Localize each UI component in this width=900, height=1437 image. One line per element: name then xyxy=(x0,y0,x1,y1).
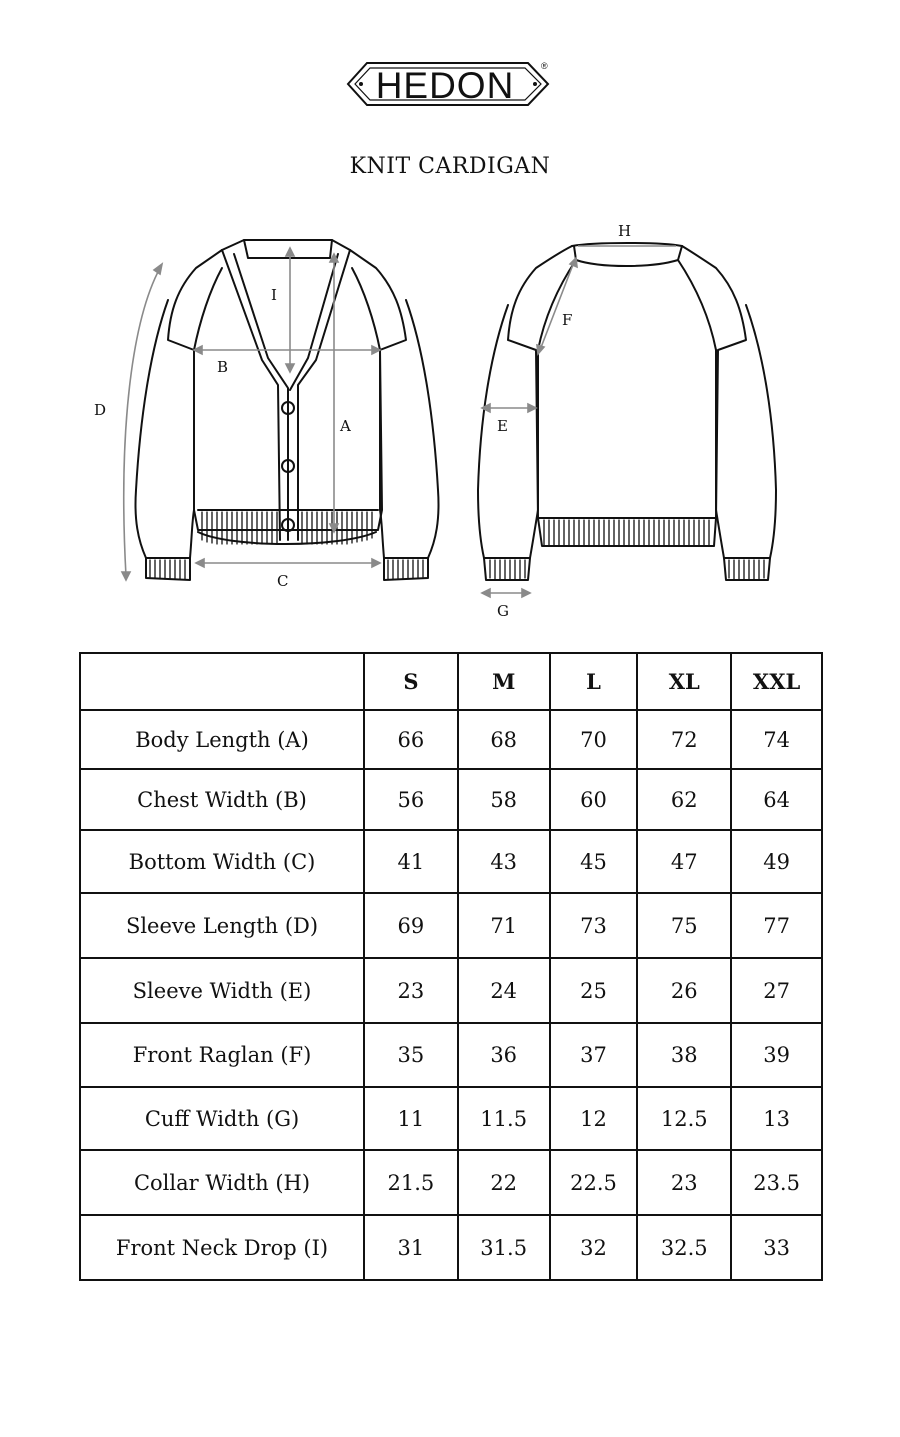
cell-value: 43 xyxy=(458,830,550,893)
row-label: Chest Width (B) xyxy=(80,769,364,830)
header-blank xyxy=(80,653,364,710)
cell-value: 26 xyxy=(637,958,731,1023)
label-b: B xyxy=(217,358,229,376)
row-label: Front Raglan (F) xyxy=(80,1023,364,1087)
registered-mark: ® xyxy=(541,61,548,71)
table-row xyxy=(80,958,822,1023)
row-label: Bottom Width (C) xyxy=(80,830,364,893)
table-row xyxy=(80,1150,822,1215)
cell-value: 72 xyxy=(637,710,731,769)
cell-value: 77 xyxy=(731,893,822,958)
cell-value: 22 xyxy=(458,1150,550,1215)
label-i: I xyxy=(271,286,277,304)
table-row xyxy=(80,1023,822,1087)
cell-value: 58 xyxy=(458,769,550,830)
table-row xyxy=(80,1215,822,1280)
cell-value: 62 xyxy=(637,769,731,830)
row-label: Cuff Width (G) xyxy=(80,1087,364,1150)
cell-value: 69 xyxy=(364,893,458,958)
cell-value: 11.5 xyxy=(458,1087,550,1150)
cell-value: 13 xyxy=(731,1087,822,1150)
cell-value: 32 xyxy=(550,1215,638,1280)
cell-value: 60 xyxy=(550,769,638,830)
cell-value: 74 xyxy=(731,710,822,769)
cell-value: 41 xyxy=(364,830,458,893)
table-row xyxy=(80,830,822,893)
cell-value: 36 xyxy=(458,1023,550,1087)
cell-value: 39 xyxy=(731,1023,822,1087)
cell-value: 73 xyxy=(550,893,638,958)
row-label: Front Neck Drop (I) xyxy=(80,1215,364,1280)
table-row xyxy=(80,1087,822,1150)
cell-value: 12 xyxy=(550,1087,638,1150)
header-size-l: L xyxy=(550,653,638,710)
label-d: D xyxy=(94,401,107,419)
cell-value: 25 xyxy=(550,958,638,1023)
table-row xyxy=(80,893,822,958)
cell-value: 32.5 xyxy=(637,1215,731,1280)
cell-value: 21.5 xyxy=(364,1150,458,1215)
brand-logo xyxy=(345,58,555,114)
label-h: H xyxy=(618,222,632,240)
cell-value: 27 xyxy=(731,958,822,1023)
cell-value: 11 xyxy=(364,1087,458,1150)
cell-value: 75 xyxy=(637,893,731,958)
table-row xyxy=(80,769,822,830)
cell-value: 22.5 xyxy=(550,1150,638,1215)
header-size-xxl: XXL xyxy=(731,653,822,710)
cell-value: 49 xyxy=(731,830,822,893)
label-g: G xyxy=(497,602,509,620)
cell-value: 12.5 xyxy=(637,1087,731,1150)
cell-value: 47 xyxy=(637,830,731,893)
cell-value: 68 xyxy=(458,710,550,769)
product-title: KNIT CARDIGAN xyxy=(349,154,551,179)
cell-value: 38 xyxy=(637,1023,731,1087)
cell-value: 71 xyxy=(458,893,550,958)
label-c: C xyxy=(277,572,289,590)
label-f: F xyxy=(562,311,573,329)
row-label: Sleeve Length (D) xyxy=(80,893,364,958)
cell-value: 45 xyxy=(550,830,638,893)
cell-value: 23 xyxy=(364,958,458,1023)
row-label: Collar Width (H) xyxy=(80,1150,364,1215)
cell-value: 24 xyxy=(458,958,550,1023)
size-chart-table xyxy=(79,652,823,1281)
table-header-row xyxy=(80,653,822,710)
cell-value: 23 xyxy=(637,1150,731,1215)
cell-value: 70 xyxy=(550,710,638,769)
row-label: Sleeve Width (E) xyxy=(80,958,364,1023)
cell-value: 31.5 xyxy=(458,1215,550,1280)
label-e: E xyxy=(497,417,508,435)
front-view-drawing xyxy=(135,240,438,580)
cell-value: 23.5 xyxy=(731,1150,822,1215)
cell-value: 56 xyxy=(364,769,458,830)
label-a: A xyxy=(340,417,351,435)
row-label: Body Length (A) xyxy=(80,710,364,769)
cell-value: 64 xyxy=(731,769,822,830)
back-view-drawing xyxy=(478,243,776,580)
cell-value: 31 xyxy=(364,1215,458,1280)
table-row xyxy=(80,710,822,769)
header-size-s: S xyxy=(364,653,458,710)
cell-value: 35 xyxy=(364,1023,458,1087)
cardigan-measurement-diagram xyxy=(0,210,900,630)
cell-value: 66 xyxy=(364,710,458,769)
cell-value: 33 xyxy=(731,1215,822,1280)
header-size-m: M xyxy=(458,653,550,710)
brand-name: HEDON xyxy=(375,65,515,106)
cell-value: 37 xyxy=(550,1023,638,1087)
header-size-xl: XL xyxy=(637,653,731,710)
